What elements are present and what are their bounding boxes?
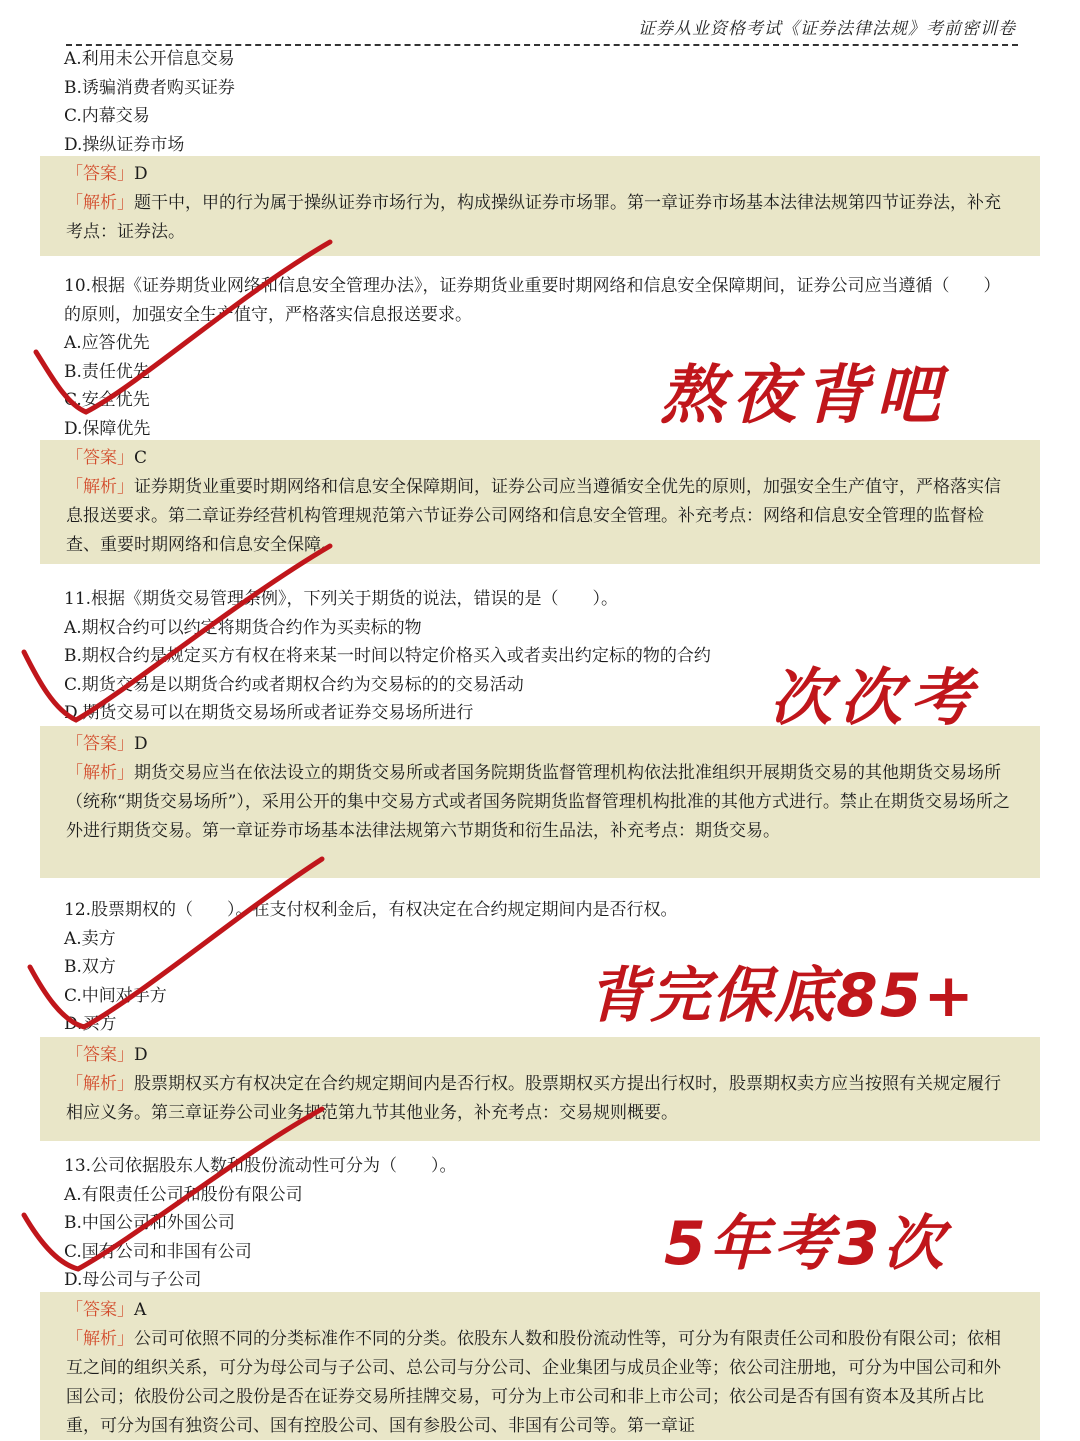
answer-line xyxy=(66,1041,1014,1070)
answer-value: A xyxy=(134,1300,147,1320)
analysis-text: 证券期货业重要时期网络和信息安全保障期间，证券公司应当遵循安全优先的原则，加强安全生产值守，严格落实信息报送要求。第二章证券经营机构管理规范第六节证券公司网络和信息安全管理。补充考点：网络和信息安全管理的监督检查、重要时期网络和信息安全保障。 xyxy=(66,477,1001,555)
analysis-tag: 「解析」 xyxy=(66,193,134,213)
option-d: D.母公司与子公司 xyxy=(64,1270,202,1290)
answer-tag: 「答案」 xyxy=(66,1300,134,1320)
analysis-tag: 「解析」 xyxy=(66,1329,134,1349)
analysis-text: 题干中，甲的行为属于操纵证券市场行为，构成操纵证券市场罪。第一章证券市场基本法律法规第四节证券法，补充考点：证券法。 xyxy=(66,193,1001,242)
option-b: B.期权合约是规定买方有权在将来某一时间以特定价格买入或者卖出约定标的物的合约 xyxy=(64,646,711,666)
checkmark-icon xyxy=(18,540,338,730)
option-b: B.双方 xyxy=(64,957,116,977)
option-b: B.责任优先 xyxy=(64,361,150,382)
checkmark-icon xyxy=(16,1105,336,1275)
answer-value: D xyxy=(134,164,148,184)
analysis-tag: 「解析」 xyxy=(66,763,134,783)
option-c: C.中间对手方 xyxy=(64,985,167,1006)
option-b: B.中国公司和外国公司 xyxy=(64,1213,235,1233)
question-stem: 10.根据《证券期货业网络和信息安全管理办法》，证券期货业重要时期网络和信息安全保障期间，证券公司应当遵循（ ）的原则，加强安全生产值守，严格落实信息报送要求。 xyxy=(64,276,1001,325)
analysis-line xyxy=(66,759,1014,846)
option-c: C.安全优先 xyxy=(64,390,150,410)
answer-line xyxy=(66,444,1014,473)
option-c: C.国有公司和非国有公司 xyxy=(64,1241,252,1262)
analysis-text: 公司可依照不同的分类标准作不同的分类。依股东人数和股份流动性等，可分为有限责任公司和股份有限公司；依相互之间的组织关系，可分为母公司与子公司、总公司与分公司、企业集团与成员企业等；依公司注册地，可分为中国公司和外国公司；依股份公司之股份是否在证券交易所挂牌交易，可分为上市公司和非上市公司；依公司是否有国有资本及其所占比重，可分为国有独资公司、国有控股公司、国有参股公司、非国有公司等。第一章证 xyxy=(66,1329,1001,1436)
answer-value: D xyxy=(134,1045,148,1065)
checkmark-icon xyxy=(22,855,342,1035)
handwritten-note: 背完保底85+ xyxy=(588,961,976,1031)
option-a: A.卖方 xyxy=(64,928,116,949)
option-a: A.利用未公开信息交易 xyxy=(64,49,235,69)
analysis-line xyxy=(66,1325,1014,1441)
answer-value: D xyxy=(134,734,148,754)
answer-tag: 「答案」 xyxy=(66,734,134,754)
answer-line xyxy=(66,160,1014,189)
analysis-tag: 「解析」 xyxy=(66,1074,134,1094)
handwritten-note: 次次考 xyxy=(770,661,981,734)
option-a: A.期权合约可以约定将期货合约作为买卖标的物 xyxy=(64,617,422,638)
answer-box-q13 xyxy=(40,1292,1040,1440)
question-stem: 13.公司依据股东人数和股份流动性可分为（ ）。 xyxy=(64,1156,457,1176)
option-c: C.内幕交易 xyxy=(64,106,150,126)
option-b: B.诱骗消费者购买证券 xyxy=(64,77,235,98)
option-d: D.操纵证券市场 xyxy=(64,134,185,155)
page-header-title: 证券从业资格考试《证券法律法规》考前密训卷 xyxy=(638,19,1016,39)
analysis-text: 股票期权买方有权决定在合约规定期间内是否行权。股票期权买方提出行权时，股票期权卖方应当按照有关规定履行相应义务。第三章证券公司业务规范第九节其他业务，补充考点：交易规则概要。 xyxy=(66,1074,1001,1123)
analysis-tag: 「解析」 xyxy=(66,477,134,497)
handwritten-note: 熬夜背吧 xyxy=(660,359,948,433)
question-9-options xyxy=(64,45,1016,159)
answer-value: C xyxy=(134,448,148,468)
handwritten-note: 5年考3次 xyxy=(664,1209,948,1279)
option-d: D.期货交易可以在期货交易场所或者证券交易场所进行 xyxy=(64,703,474,723)
answer-tag: 「答案」 xyxy=(66,448,134,468)
question-stem: 11.根据《期货交易管理条例》，下列关于期货的说法，错误的是（ ）。 xyxy=(64,589,619,609)
answer-tag: 「答案」 xyxy=(66,1045,134,1065)
option-d: D.保障优先 xyxy=(64,418,151,439)
question-stem: 12.股票期权的（ ）。在支付权利金后，有权决定在合约规定期间内是否行权。 xyxy=(64,900,678,920)
option-d: D.买方 xyxy=(64,1014,117,1034)
option-a: A.有限责任公司和股份有限公司 xyxy=(64,1184,303,1205)
option-c: C.期货交易是以期货合约或者期权合约为交易标的的交易活动 xyxy=(64,674,524,695)
checkmark-icon xyxy=(30,234,340,424)
answer-line xyxy=(66,1296,1014,1325)
option-a: A.应答优先 xyxy=(64,333,150,353)
answer-tag: 「答案」 xyxy=(66,164,134,184)
analysis-text: 期货交易应当在依法设立的期货交易所或者国务院期货监督管理机构依法批准组织开展期货交易的其他期货交易场所（统称“期货交易场所”），采用公开的集中交易方式或者国务院期货监督管理机构批准的其他方式进行。禁止在期货交易场所之外进行期货交易。第一章证券市场基本法律法规第六节期货和衍生品法，补充考点：期货交易。 xyxy=(66,763,1010,841)
